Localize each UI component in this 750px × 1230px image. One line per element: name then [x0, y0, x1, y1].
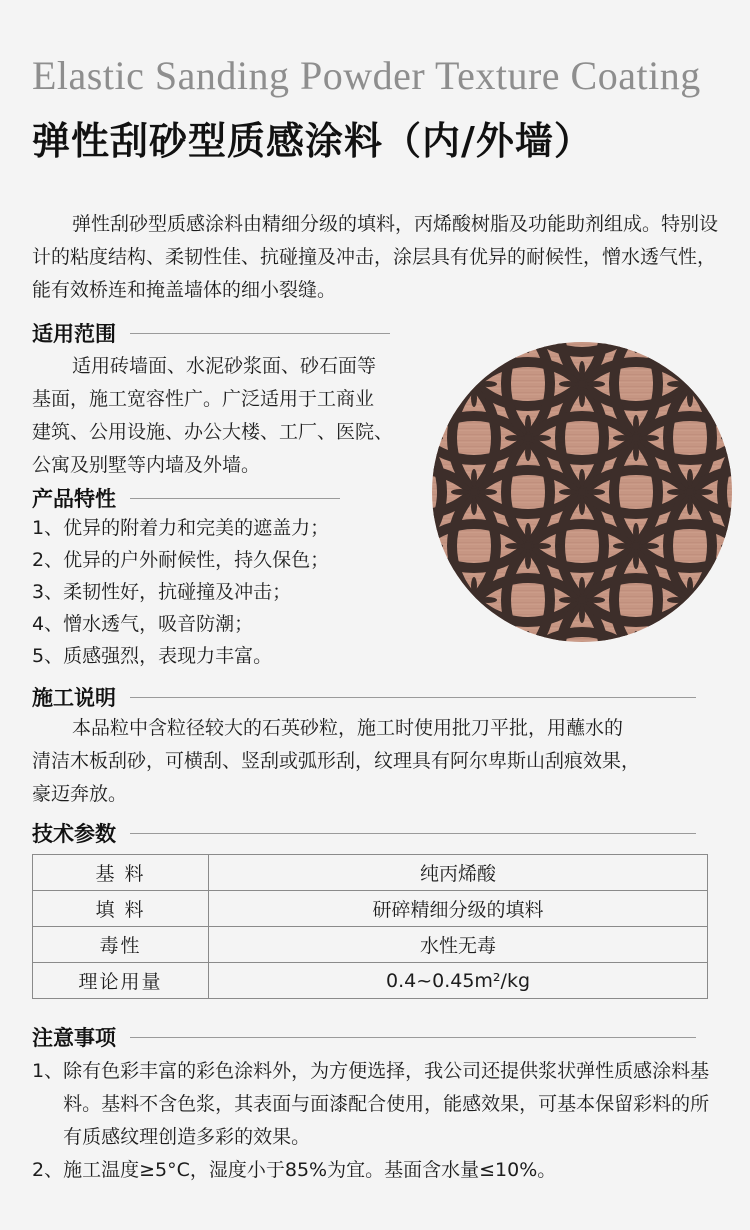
note-number: 2、	[32, 1159, 64, 1181]
features-divider	[130, 498, 340, 499]
construction-heading	[32, 682, 696, 712]
features-heading-label: 产品特性	[32, 487, 116, 511]
note-text: 除有色彩丰富的彩色涂料外，为方便选择，我公司还提供浆状弹性质感涂料基料。基料不含色浆，其表面与面漆配合使用，能感效果，可基本保留彩料的所有质感纹理创造多彩的效果。	[63, 1060, 710, 1148]
notes-heading-label: 注意事项	[32, 1026, 116, 1050]
notes-heading	[32, 1022, 696, 1052]
construction-heading-label: 施工说明	[32, 686, 116, 710]
feature-item: 1、优异的附着力和完美的遮盖力；	[32, 517, 330, 539]
param-value: 研碎精细分级的填料	[209, 891, 708, 927]
notes-list	[32, 1055, 722, 1187]
texture-sample-image	[432, 342, 732, 642]
scope-line: 适用砖墙面、水泥砂浆面、砂石面等	[72, 355, 377, 377]
param-value: 纯丙烯酸	[209, 855, 708, 891]
features-list	[32, 512, 329, 672]
note-text: 施工温度≥5°C，湿度小于85%为宜。基面含水量≤10%。	[63, 1159, 557, 1181]
param-key: 填 料	[33, 891, 209, 927]
note-item	[32, 1055, 722, 1154]
param-key: 理论用量	[33, 963, 209, 999]
tech-heading	[32, 818, 696, 848]
construction-line: 清洁木板刮砂，可横刮、竖刮或弧形刮，纹理具有阿尔卑斯山刮痕效果，	[32, 750, 641, 772]
note-number: 1、	[32, 1060, 64, 1082]
construction-line: 豪迈奔放。	[32, 783, 128, 805]
param-value: 水性无毒	[209, 927, 708, 963]
feature-item: 2、优异的户外耐候性，持久保色；	[32, 549, 330, 571]
table-row	[33, 963, 708, 999]
construction-line: 本品粒中含粒径较大的石英砂粒，施工时使用批刀平批，用蘸水的	[72, 717, 624, 739]
feature-item: 3、柔韧性好，抗碰撞及冲击；	[32, 581, 292, 603]
param-key: 毒性	[33, 927, 209, 963]
scope-line: 公寓及别墅等内墙及外墙。	[32, 454, 261, 476]
intro-paragraph: 弹性刮砂型质感涂料由精细分级的填料，丙烯酸树脂及功能助剂组成。特别设计的粘度结构、柔韧性佳、抗碰撞及冲击，涂层具有优异的耐候性，憎水透气性，能有效桥连和掩盖墙体的细小裂缝。	[32, 213, 719, 301]
scope-divider	[130, 333, 390, 334]
construction-divider	[130, 697, 696, 698]
feature-item: 4、憎水透气，吸音防潮；	[32, 613, 254, 635]
table-row	[33, 891, 708, 927]
scope-heading-label: 适用范围	[32, 322, 116, 346]
texture-pattern-svg	[432, 342, 732, 642]
note-item	[32, 1154, 722, 1187]
scope-text	[32, 350, 393, 482]
table-row	[33, 855, 708, 891]
param-value: 0.4~0.45m²/kg	[209, 963, 708, 999]
tech-params-table	[32, 854, 708, 999]
param-key: 基 料	[33, 855, 209, 891]
table-row	[33, 927, 708, 963]
scope-heading	[32, 318, 390, 348]
construction-text	[32, 712, 640, 811]
features-heading	[32, 483, 340, 513]
tech-divider	[130, 833, 696, 834]
title-en: Elastic Sanding Powder Texture Coating	[32, 53, 701, 98]
feature-item: 5、质感强烈，表现力丰富。	[32, 645, 273, 667]
scope-line: 建筑、公用设施、办公大楼、工厂、医院、	[32, 421, 394, 443]
scope-line: 基面，施工宽容性广。广泛适用于工商业	[32, 388, 375, 410]
tech-heading-label: 技术参数	[32, 822, 116, 846]
title-cn: 弹性刮砂型质感涂料（内/外墙）	[32, 119, 593, 163]
notes-divider	[130, 1037, 696, 1038]
